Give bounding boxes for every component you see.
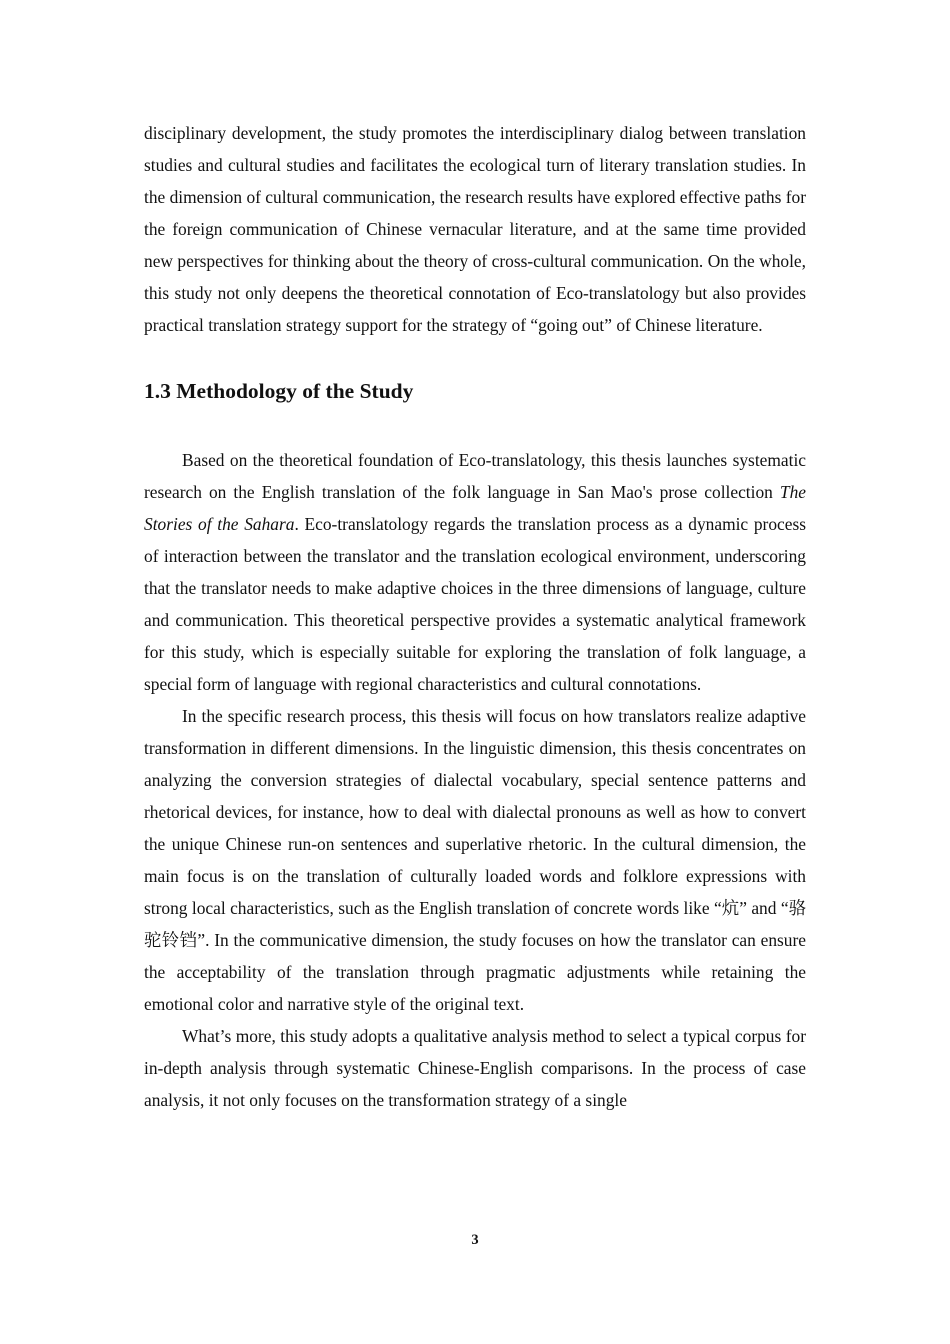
methodology-paragraph-1 — [144, 444, 806, 700]
intro-paragraph — [144, 117, 806, 341]
paragraph-1-continuation: . Eco-translatology regards the translation process as a dynamic process of interaction between the translator and the translation ecological environment, underscoring that the translator needs to make adaptive choices in the three dimensions of language, culture and communication. This theoretical perspective provides a systematic analytical framework for this study, which is especially suitable for exploring the translation of folk language, a special form of language with regional characteristics and cultural connotations. — [144, 514, 806, 694]
going-out-quote: “going out” — [530, 315, 612, 335]
intro-paragraph-ending: of Chinese literature. — [611, 315, 763, 335]
intro-paragraph-text: disciplinary development, the study promotes the interdisciplinary dialog between translation studies and cultural studies and facilitates the ecological turn of literary translation studies. In the dimension of cultural communication, the research results have explored effective paths for the foreign communication of Chinese vernacular literature, and at the same time provided new perspectives for thinking about the theory of cross-cultural communication. On the whole, this study not only deepens the theoretical connotation of Eco-translatology but also provides practical translation strategy support for the strategy of — [144, 123, 806, 335]
paragraph-1-text: Based on the theoretical foundation of Eco-translatology, this thesis launches systematic research on the English translation of the folk language in San Mao's prose collection — [144, 450, 806, 502]
section-heading: 1.3 Methodology of the Study — [144, 379, 414, 403]
book-title: The Stories of the Sahara — [144, 482, 806, 534]
methodology-paragraph-2: In the specific research process, this thesis will focus on how translators realize adaptive transformation in different dimensions. In the linguistic dimension, this thesis concentrates on analyzing the conversion strategies of dialectal vocabulary, special sentence patterns and rhetorical devices, for instance, how to deal with dialectal pronouns as well as how to convert the unique Chinese run-on sentences and superlative rhetoric. In the cultural dimension, the main focus is on the translation of culturally loaded words and folklore expressions with strong local characteristics, such as the English translation of concrete words like “炕” and “骆驼铃铛”. In the communicative dimension, the study focuses on how the translator can ensure the acceptability of the translation through pragmatic adjustments while retaining the emotional color and narrative style of the original text. — [144, 706, 806, 1014]
page-number: 3 — [471, 1232, 479, 1248]
methodology-paragraph-3: What’s more, this study adopts a qualitative analysis method to select a typical corpus for in-depth analysis through systematic Chinese-English comparisons. In the process of case analysis, it not only focuses on the transformation strategy of a single — [144, 1026, 806, 1110]
document-page — [144, 117, 806, 1116]
